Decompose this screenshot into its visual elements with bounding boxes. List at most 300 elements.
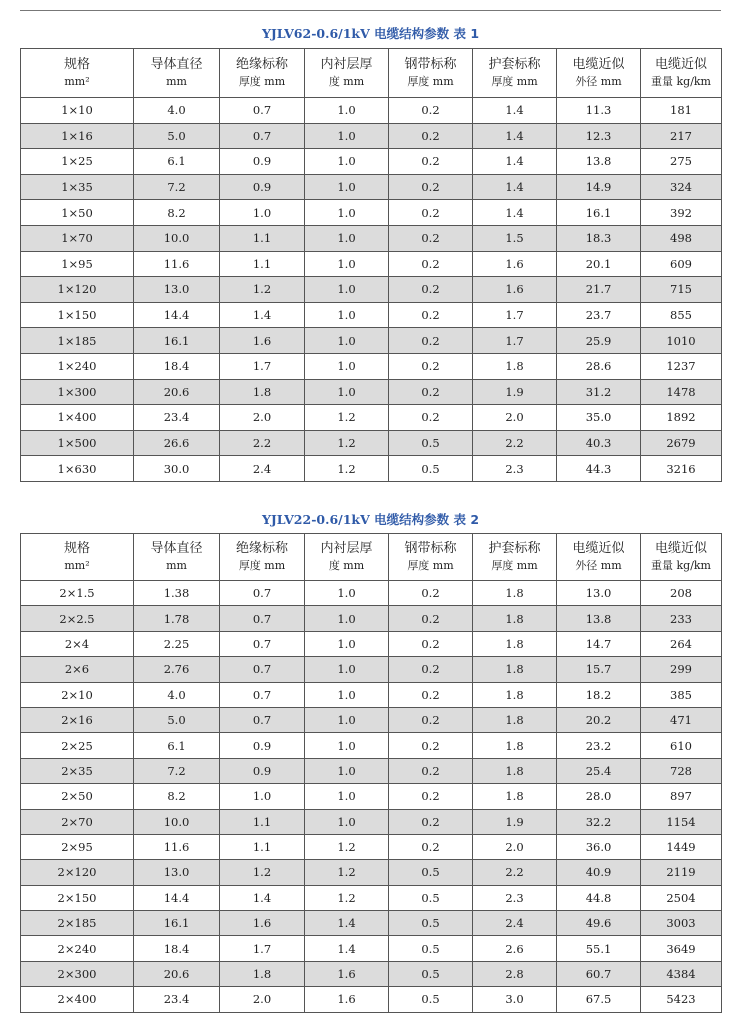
table-cell: 2.2 [473,430,557,456]
table-row [21,758,722,783]
table-cell: 0.5 [389,430,473,456]
table2-header-cell [21,534,134,581]
table-cell: 11.6 [134,834,220,859]
table-cell: 1478 [641,379,722,405]
table-cell: 0.5 [389,456,473,482]
table-cell: 2×240 [21,936,134,961]
table-row [21,707,722,732]
table-cell: 2.3 [473,885,557,910]
table-cell: 1.9 [473,809,557,834]
table-cell: 1.0 [305,657,389,682]
table-row [21,657,722,682]
table-row [21,430,722,456]
table-cell: 1×630 [21,456,134,482]
table-cell: 2×35 [21,758,134,783]
table-cell: 31.2 [557,379,641,405]
table-row [21,606,722,631]
table-cell: 1.0 [305,707,389,732]
table-cell: 498 [641,225,722,251]
table-cell: 15.7 [557,657,641,682]
table2-header-cell [220,534,305,581]
table-cell: 14.7 [557,631,641,656]
table2-header-cell [557,534,641,581]
table-cell: 609 [641,251,722,277]
table-cell: 1×35 [21,174,134,200]
table1-header-cell [220,49,305,98]
table-cell: 44.3 [557,456,641,482]
table-cell: 2×300 [21,961,134,986]
table-cell: 0.5 [389,987,473,1012]
table-cell: 1.0 [305,98,389,124]
table-cell: 2.8 [473,961,557,986]
table-cell: 0.7 [220,631,305,656]
table-cell: 1.8 [220,961,305,986]
table-row [21,353,722,379]
table-cell: 1×70 [21,225,134,251]
table-cell: 13.0 [557,581,641,606]
table-cell: 1.2 [305,834,389,859]
header-label: 钢带标称 [404,57,457,72]
table-cell: 1.9 [473,379,557,405]
header-unit: 重量 kg/km [650,75,711,88]
table-cell: 0.2 [389,277,473,303]
table-cell: 0.2 [389,353,473,379]
table-cell: 10.0 [134,809,220,834]
table-cell: 2.0 [473,405,557,431]
table-cell: 2.4 [473,911,557,936]
table-cell: 1.0 [305,606,389,631]
table-cell: 0.2 [389,758,473,783]
header-unit: 度 mm [328,75,365,88]
table-cell: 2.3 [473,456,557,482]
table-cell: 728 [641,758,722,783]
table-row [21,405,722,431]
table-cell: 1×25 [21,149,134,175]
table-row [21,834,722,859]
table-cell: 1.0 [305,174,389,200]
table-cell: 0.2 [389,733,473,758]
header-label: 规格 [63,541,90,556]
header-unit: 厚度 mm [238,75,286,88]
table-cell: 2×6 [21,657,134,682]
table-cell: 36.0 [557,834,641,859]
table1-header-cell [134,49,220,98]
table-row [21,200,722,226]
table-cell: 49.6 [557,911,641,936]
table-row [21,682,722,707]
table1-header [21,49,722,98]
header-unit: mm² [64,559,90,572]
table-cell: 385 [641,682,722,707]
header-label: 电缆近似 [654,57,707,72]
table-cell: 1×50 [21,200,134,226]
table-cell: 0.2 [389,784,473,809]
table-cell: 0.7 [220,123,305,149]
table-cell: 7.2 [134,174,220,200]
table-row [21,860,722,885]
table-cell: 0.7 [220,682,305,707]
table-cell: 264 [641,631,722,656]
header-label: 电缆近似 [654,541,707,556]
table-cell: 20.6 [134,379,220,405]
table-cell: 0.5 [389,911,473,936]
table-cell: 16.1 [134,328,220,354]
header-unit: mm [166,559,187,572]
table-cell: 1.2 [305,860,389,885]
header-label: 导体直径 [150,541,203,556]
table2-title: 电缆结构参数 表 2 [374,512,480,527]
table-cell: 11.3 [557,98,641,124]
table-cell: 25.9 [557,328,641,354]
table-cell: 1.8 [473,353,557,379]
table-cell: 23.4 [134,405,220,431]
table-cell: 0.2 [389,379,473,405]
table-cell: 2.6 [473,936,557,961]
table-cell: 1.0 [305,809,389,834]
table-cell: 1.8 [473,581,557,606]
table-cell: 2×70 [21,809,134,834]
table-cell: 1.0 [220,784,305,809]
table-cell: 1.6 [220,328,305,354]
table-cell: 1×300 [21,379,134,405]
table-cell: 1.4 [220,885,305,910]
table-cell: 1.8 [473,707,557,732]
table-cell: 23.2 [557,733,641,758]
table-cell: 1.0 [220,200,305,226]
table-cell: 1.5 [473,225,557,251]
table-cell: 3003 [641,911,722,936]
table-cell: 0.5 [389,961,473,986]
table2-header-cell [305,534,389,581]
table-cell: 3216 [641,456,722,482]
table-cell: 18.4 [134,353,220,379]
table1-header-cell [21,49,134,98]
table-row [21,174,722,200]
table-row [21,961,722,986]
table-cell: 20.6 [134,961,220,986]
table-cell: 0.2 [389,174,473,200]
table-cell: 1.0 [305,225,389,251]
table-cell: 1.4 [305,936,389,961]
table-cell: 30.0 [134,456,220,482]
table-row [21,456,722,482]
header-unit: 外径 mm [575,75,622,88]
table-cell: 0.2 [389,834,473,859]
table-cell: 2.0 [220,405,305,431]
table-cell: 21.7 [557,277,641,303]
table-cell: 1010 [641,328,722,354]
header-unit: 外径 mm [575,559,622,572]
table-cell: 1.7 [473,328,557,354]
table2-header-cell [641,534,722,581]
table-cell: 5.0 [134,123,220,149]
table-cell: 0.9 [220,174,305,200]
table-cell: 855 [641,302,722,328]
table-cell: 324 [641,174,722,200]
table-cell: 16.1 [134,911,220,936]
table-cell: 13.0 [134,277,220,303]
table-cell: 1.0 [305,733,389,758]
table-cell: 1.8 [473,682,557,707]
table-row [21,809,722,834]
table-cell: 2.0 [473,834,557,859]
table-cell: 1.8 [473,657,557,682]
table-cell: 2.2 [220,430,305,456]
table-cell: 14.9 [557,174,641,200]
table-cell: 16.1 [557,200,641,226]
table-cell: 2×50 [21,784,134,809]
table-cell: 1.8 [473,733,557,758]
table-cell: 0.5 [389,936,473,961]
table-cell: 181 [641,98,722,124]
table-cell: 1.2 [305,430,389,456]
table2-model: YJLV22-0.6/1kV [261,512,370,527]
table-cell: 18.3 [557,225,641,251]
table-cell: 13.8 [557,149,641,175]
table-cell: 4.0 [134,682,220,707]
table-cell: 28.6 [557,353,641,379]
table-cell: 8.2 [134,784,220,809]
table-cell: 1.0 [305,251,389,277]
table-cell: 12.3 [557,123,641,149]
table-cell: 1×240 [21,353,134,379]
table1-header-cell [641,49,722,98]
header-label: 钢带标称 [404,541,457,556]
table-row [21,631,722,656]
table-cell: 208 [641,581,722,606]
table-cell: 0.5 [389,885,473,910]
header-label: 导体直径 [150,57,203,72]
table-cell: 299 [641,657,722,682]
table-cell: 2679 [641,430,722,456]
table2-header [21,534,722,581]
header-unit: 厚度 mm [238,559,286,572]
table-cell: 13.0 [134,860,220,885]
table-cell: 14.4 [134,302,220,328]
table-cell: 0.7 [220,606,305,631]
table2-cable-parameters [20,533,722,1013]
table1-cable-parameters [20,48,722,482]
table-row [21,733,722,758]
table-cell: 1.4 [473,149,557,175]
table-cell: 7.2 [134,758,220,783]
table-cell: 14.4 [134,885,220,910]
table-cell: 8.2 [134,200,220,226]
table-cell: 1.4 [473,123,557,149]
table-cell: 0.7 [220,98,305,124]
table-row [21,328,722,354]
table-cell: 2×150 [21,885,134,910]
table-cell: 1.0 [305,353,389,379]
table-row [21,225,722,251]
table-cell: 23.4 [134,987,220,1012]
table-row [21,149,722,175]
header-label: 内衬层厚 [320,541,373,556]
table-cell: 1.6 [305,961,389,986]
top-divider [20,10,721,11]
table-cell: 40.3 [557,430,641,456]
table-cell: 471 [641,707,722,732]
table-cell: 1.4 [473,98,557,124]
table1-header-cell [557,49,641,98]
table-cell: 2×4 [21,631,134,656]
table-row [21,936,722,961]
table-cell: 2.2 [473,860,557,885]
table-cell: 715 [641,277,722,303]
table-row [21,911,722,936]
table-cell: 5423 [641,987,722,1012]
table-row [21,251,722,277]
table-cell: 1.2 [305,405,389,431]
table-cell: 67.5 [557,987,641,1012]
table-cell: 0.7 [220,581,305,606]
table-cell: 1×185 [21,328,134,354]
table-cell: 2×25 [21,733,134,758]
header-label: 电缆近似 [572,541,625,556]
table-cell: 1.2 [220,860,305,885]
table-cell: 2×95 [21,834,134,859]
table-cell: 392 [641,200,722,226]
table-cell: 1.0 [305,581,389,606]
table-cell: 40.9 [557,860,641,885]
table-cell: 2.25 [134,631,220,656]
table-cell: 0.2 [389,405,473,431]
table1-model: YJLV62-0.6/1kV [261,26,370,41]
table1-body [21,98,722,482]
table-cell: 2×185 [21,911,134,936]
table-cell: 1×150 [21,302,134,328]
table-cell: 1.0 [305,682,389,707]
table1-title: 电缆结构参数 表 1 [374,26,480,41]
table1-header-cell [389,49,473,98]
table-cell: 1.4 [473,200,557,226]
table-row [21,123,722,149]
table-cell: 1×10 [21,98,134,124]
table-cell: 0.2 [389,682,473,707]
table-cell: 1.0 [305,302,389,328]
table-cell: 35.0 [557,405,641,431]
header-unit: 度 mm [328,559,365,572]
table-cell: 1.8 [473,606,557,631]
table-cell: 32.2 [557,809,641,834]
table-cell: 1.1 [220,251,305,277]
table1-caption [20,24,721,42]
table-cell: 1.8 [473,784,557,809]
table-cell: 2×400 [21,987,134,1012]
table-cell: 0.2 [389,123,473,149]
table-cell: 0.2 [389,149,473,175]
table-cell: 1.1 [220,809,305,834]
table-cell: 897 [641,784,722,809]
table-cell: 2.4 [220,456,305,482]
header-unit: 重量 kg/km [650,559,711,572]
table-cell: 0.7 [220,657,305,682]
table-cell: 1.6 [305,987,389,1012]
table1-header-cell [473,49,557,98]
table-cell: 60.7 [557,961,641,986]
table-cell: 0.7 [220,707,305,732]
header-label: 规格 [63,57,90,72]
table-cell: 217 [641,123,722,149]
table-row [21,987,722,1012]
table-cell: 1.0 [305,277,389,303]
table2-header-cell [389,534,473,581]
table-cell: 1.1 [220,834,305,859]
table-cell: 1.6 [473,277,557,303]
table-cell: 0.2 [389,631,473,656]
table-cell: 18.2 [557,682,641,707]
table-cell: 20.2 [557,707,641,732]
table-cell: 55.1 [557,936,641,961]
table-row [21,98,722,124]
table-cell: 1.2 [305,456,389,482]
table2-header-cell [473,534,557,581]
table-cell: 2119 [641,860,722,885]
table-cell: 1.78 [134,606,220,631]
table-cell: 20.1 [557,251,641,277]
table-cell: 0.2 [389,302,473,328]
table-cell: 2.76 [134,657,220,682]
table-cell: 11.6 [134,251,220,277]
header-label: 绝缘标称 [235,541,288,556]
table-cell: 5.0 [134,707,220,732]
table-cell: 13.8 [557,606,641,631]
table-cell: 0.2 [389,707,473,732]
table-cell: 1.4 [473,174,557,200]
table-cell: 1.8 [220,379,305,405]
table-cell: 1.7 [220,353,305,379]
table-cell: 0.2 [389,225,473,251]
table-cell: 2×16 [21,707,134,732]
table-cell: 0.2 [389,251,473,277]
table-cell: 0.2 [389,657,473,682]
table-cell: 1×400 [21,405,134,431]
header-unit: 厚度 mm [407,559,454,572]
table-cell: 1.2 [220,277,305,303]
table-cell: 2×120 [21,860,134,885]
header-unit: mm² [64,75,90,88]
table-cell: 2×2.5 [21,606,134,631]
table-cell: 233 [641,606,722,631]
table-cell: 0.2 [389,809,473,834]
header-label: 内衬层厚 [320,57,373,72]
header-unit: 厚度 mm [407,75,454,88]
table-cell: 0.9 [220,733,305,758]
table-cell: 44.8 [557,885,641,910]
table-cell: 4384 [641,961,722,986]
table-row [21,784,722,809]
table-row [21,581,722,606]
table-cell: 1.0 [305,631,389,656]
table-cell: 1237 [641,353,722,379]
table-cell: 0.2 [389,581,473,606]
table-cell: 0.9 [220,758,305,783]
header-unit: 厚度 mm [491,559,538,572]
table-cell: 610 [641,733,722,758]
table-cell: 0.9 [220,149,305,175]
table-cell: 1154 [641,809,722,834]
table-cell: 1×500 [21,430,134,456]
table1-header-cell [305,49,389,98]
table-cell: 3649 [641,936,722,961]
table-cell: 2.0 [220,987,305,1012]
table2-body [21,581,722,1013]
table-row [21,379,722,405]
table-cell: 1×95 [21,251,134,277]
table-cell: 1.8 [473,631,557,656]
table-cell: 1.38 [134,581,220,606]
table2-header-cell [134,534,220,581]
